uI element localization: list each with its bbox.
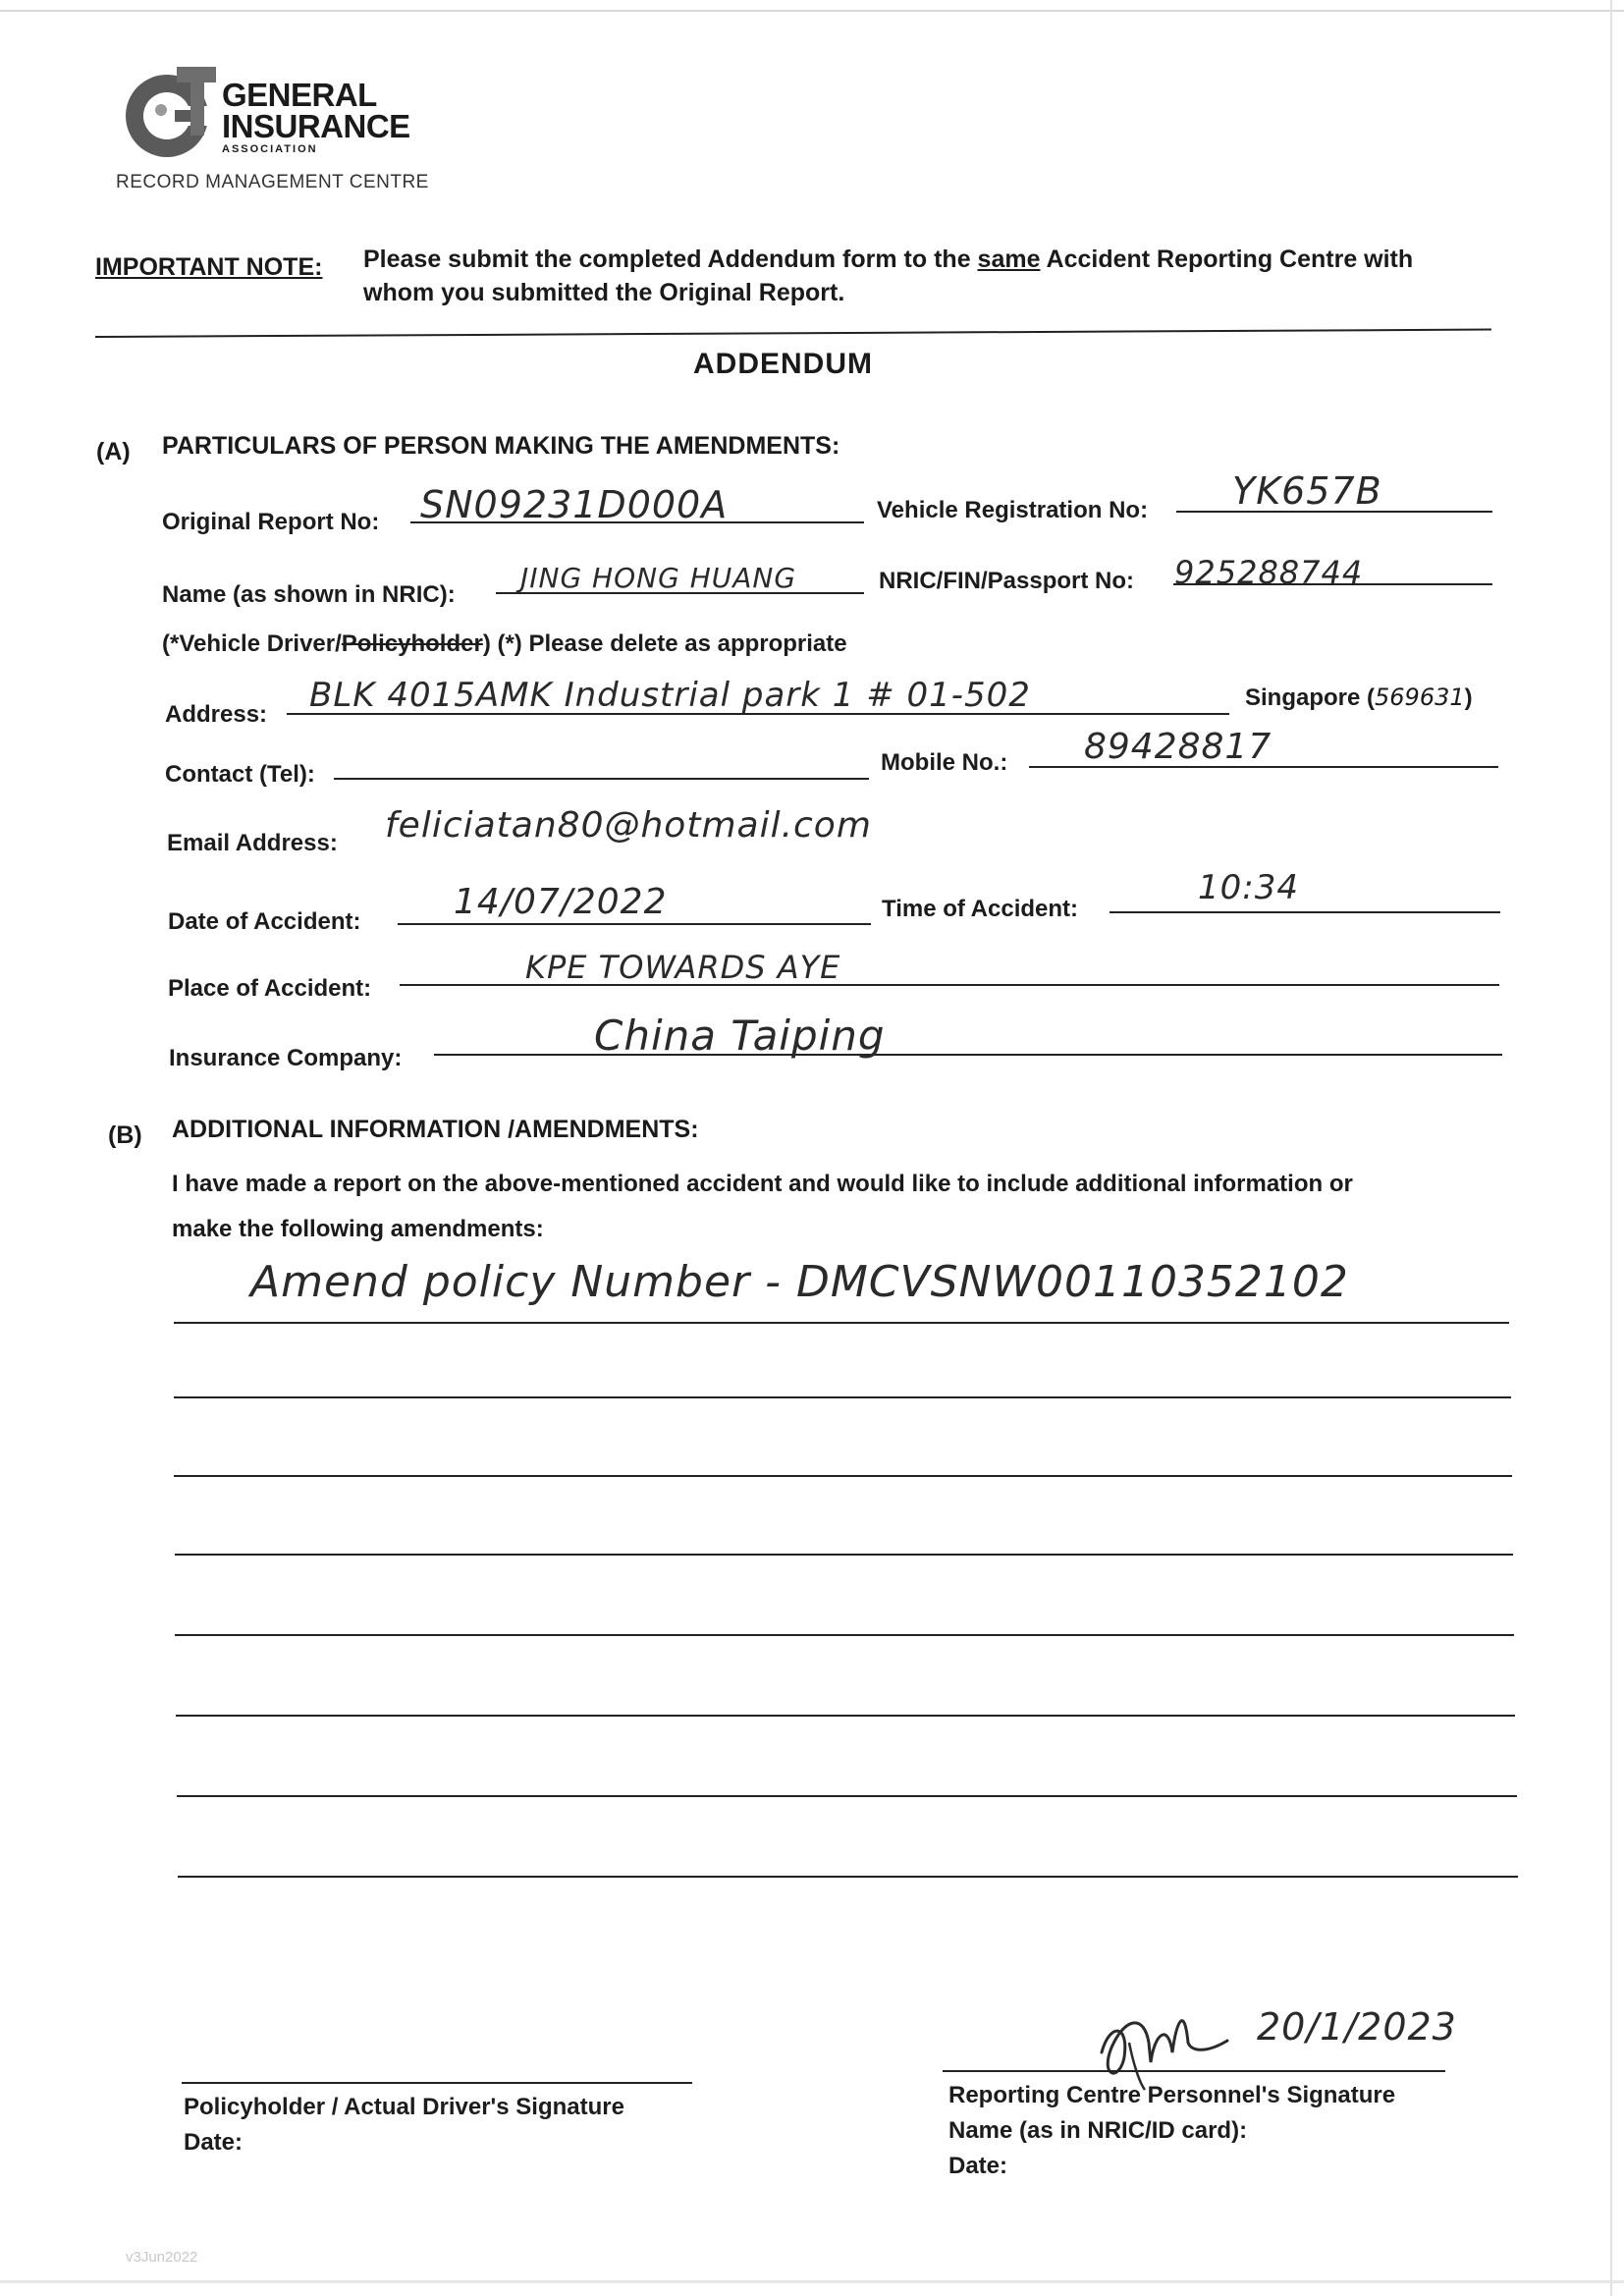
email-value[interactable]: feliciatan80@hotmail.com — [385, 805, 872, 846]
personnel-date-label: Date: — [948, 2153, 1008, 2179]
page-title: ADDENDUM — [693, 348, 873, 380]
note-text-emphasis: same — [977, 246, 1041, 273]
gia-logo-icon — [118, 59, 226, 167]
contact-line — [334, 778, 869, 780]
section-a-code: (A) — [96, 438, 131, 465]
singapore-close: ) — [1464, 684, 1473, 711]
amendment-text-line-1[interactable]: Amend policy Number - DMCVSNW00110352102 — [250, 1257, 1349, 1307]
logo-subtitle: RECORD MANAGEMENT CENTRE — [116, 172, 429, 192]
original-report-value[interactable]: SN09231D000A — [420, 483, 729, 526]
amendment-line-2 — [174, 1396, 1511, 1398]
date-of-accident-label: Date of Accident: — [168, 908, 361, 935]
amendment-line-8 — [178, 1876, 1518, 1878]
amendment-line-4 — [175, 1554, 1513, 1556]
personnel-signature-label: Reporting Centre Personnel's Signature — [948, 2082, 1396, 2108]
insurance-company-value[interactable]: China Taiping — [594, 1011, 886, 1060]
role-text-post: ) (*) Please delete as appropriate — [482, 630, 847, 657]
personnel-signature-image — [1090, 1984, 1247, 2092]
nric-value[interactable]: 925288744 — [1174, 554, 1364, 591]
section-a-title: PARTICULARS OF PERSON MAKING THE AMENDMENTS: — [162, 432, 840, 460]
important-note-label: IMPORTANT NOTE: — [95, 253, 323, 281]
section-b-intro-line-2: make the following amendments: — [172, 1216, 544, 1242]
place-of-accident-value[interactable]: KPE TOWARDS AYE — [525, 949, 841, 986]
note-divider — [95, 329, 1491, 338]
scan-bottom-edge — [0, 2280, 1624, 2283]
logo-text-general: GENERAL — [222, 77, 377, 113]
postal-code-value[interactable]: 569631 — [1375, 683, 1465, 711]
date-of-accident-value[interactable]: 14/07/2022 — [454, 882, 668, 922]
time-line — [1110, 911, 1500, 913]
date-line — [398, 923, 871, 925]
name-value[interactable]: JING HONG HUANG — [520, 562, 797, 594]
section-b-title: ADDITIONAL INFORMATION /AMENDMENTS: — [172, 1116, 699, 1143]
policyholder-date-label: Date: — [184, 2129, 244, 2156]
insurance-company-label: Insurance Company: — [169, 1045, 403, 1071]
role-line — [162, 630, 847, 658]
personnel-name-label: Name (as in NRIC/ID card): — [948, 2117, 1248, 2144]
vehicle-reg-label: Vehicle Registration No: — [877, 497, 1149, 523]
important-note-line-1 — [363, 246, 1413, 274]
amendment-line-5 — [175, 1634, 1514, 1636]
amendment-line-6 — [176, 1715, 1515, 1717]
note-text-post: Accident Reporting Centre with — [1040, 246, 1414, 273]
singapore-label: Singapore ( — [1245, 684, 1376, 711]
policyholder-signature-line — [182, 2082, 692, 2084]
logo-text-association: ASSOCIATION — [222, 143, 318, 155]
form-version: v3Jun2022 — [126, 2249, 198, 2266]
time-of-accident-value[interactable]: 10:34 — [1198, 868, 1299, 907]
amendment-line-1 — [174, 1322, 1509, 1324]
section-b-code: (B) — [108, 1121, 142, 1149]
time-of-accident-label: Time of Accident: — [882, 896, 1079, 922]
personnel-handwritten-date[interactable]: 20/1/2023 — [1257, 2005, 1457, 2049]
important-note-line-2: whom you submitted the Original Report. — [363, 279, 845, 306]
amendment-line-3 — [174, 1475, 1512, 1477]
address-value[interactable]: BLK 4015AMK Industrial park 1 # 01-502 — [309, 676, 1031, 715]
address-label: Address: — [165, 701, 268, 728]
policyholder-signature-label: Policyholder / Actual Driver's Signature — [184, 2094, 624, 2120]
place-of-accident-label: Place of Accident: — [168, 975, 372, 1002]
logo-text-insurance: INSURANCE — [222, 108, 410, 144]
nric-label: NRIC/FIN/Passport No: — [879, 568, 1135, 594]
original-report-label: Original Report No: — [162, 509, 380, 535]
scan-right-edge — [1610, 0, 1612, 2296]
amendment-line-7 — [177, 1795, 1517, 1797]
vehicle-reg-value[interactable]: YK657B — [1232, 469, 1382, 513]
personnel-signature-line — [943, 2070, 1445, 2072]
role-text-struck: Policyholder — [341, 630, 483, 657]
section-b-intro-line-1: I have made a report on the above-mentioned accident and would like to include additional information or — [172, 1171, 1353, 1197]
name-label: Name (as shown in NRIC): — [162, 581, 456, 608]
note-text-pre: Please submit the completed Addendum form to the — [363, 246, 978, 273]
contact-label: Contact (Tel): — [165, 761, 315, 788]
scan-top-edge — [0, 10, 1624, 12]
role-text-pre: (*Vehicle Driver/ — [162, 630, 342, 657]
singapore-postal — [1245, 683, 1473, 712]
mobile-value[interactable]: 89428817 — [1084, 727, 1272, 767]
email-label: Email Address: — [167, 830, 338, 856]
mobile-label: Mobile No.: — [881, 749, 1008, 776]
